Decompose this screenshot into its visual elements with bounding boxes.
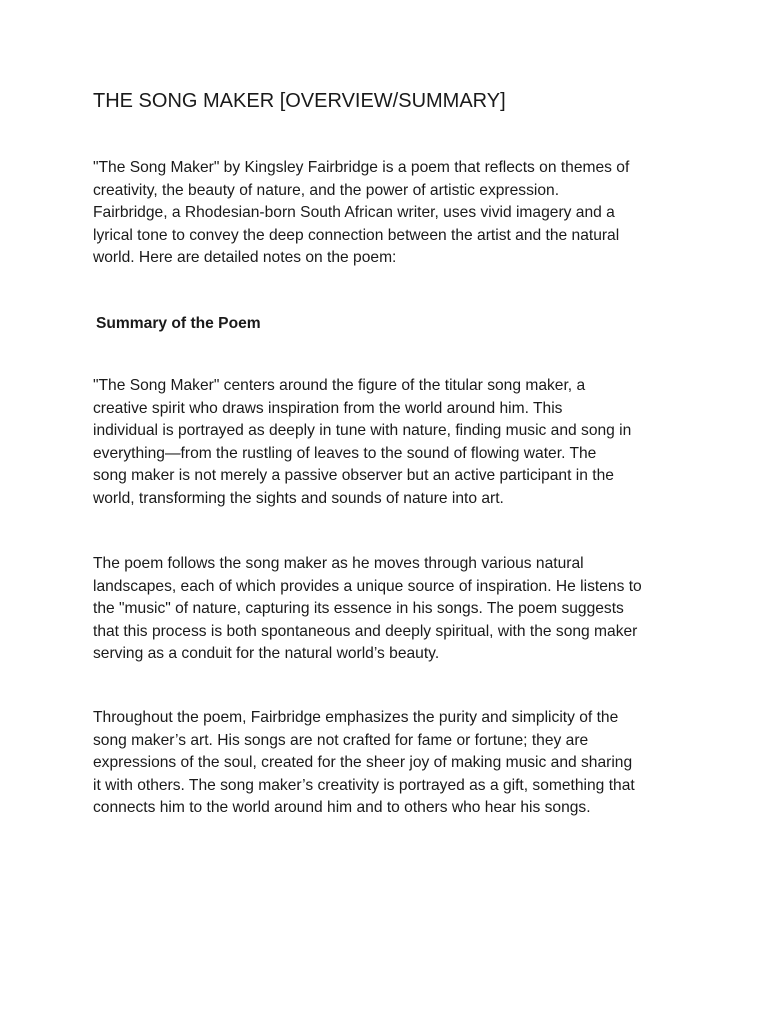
summary-paragraph-2: The poem follows the song maker as he moves through various natural landscapes, each of which provides a unique source of inspiration. He listens to the "music" of nature, capturing its essence in his songs. The poem suggests that this process is both spontaneous and deeply spiritual, with the song maker serving as a conduit for the natural world’s beauty. — [93, 555, 642, 662]
document-title: THE SONG MAKER [OVERVIEW/SUMMARY] — [93, 90, 506, 112]
section-heading: Summary of the Poem — [96, 315, 261, 332]
summary-paragraph-1: "The Song Maker" centers around the figure of the titular song maker, a creative spirit who draws inspiration from the world around him. This individual is portrayed as deeply in tune with nature, finding music and song in everything—from the rustling of leaves to the sound of flowing water. The song maker is not merely a passive observer but an active participant in the world, transforming the sights and sounds of nature into art. — [93, 377, 632, 507]
intro-paragraph: "The Song Maker" by Kingsley Fairbridge is a poem that reflects on themes of creativity, the beauty of nature, and the power of artistic expression. Fairbridge, a Rhodesian-born South African writer, uses vivid imagery and a lyrical tone to convey the deep connection between the artist and the natural world. Here are detailed notes on the poem: — [93, 159, 630, 266]
summary-paragraph-3: Throughout the poem, Fairbridge emphasizes the purity and simplicity of the song maker’s art. His songs are not crafted for fame or fortune; they are expressions of the soul, created for the sheer joy of making music and sharing it with others. The song maker’s creativity is portrayed as a gift, something that connects him to the world around him and to others who hear his songs. — [93, 709, 635, 816]
